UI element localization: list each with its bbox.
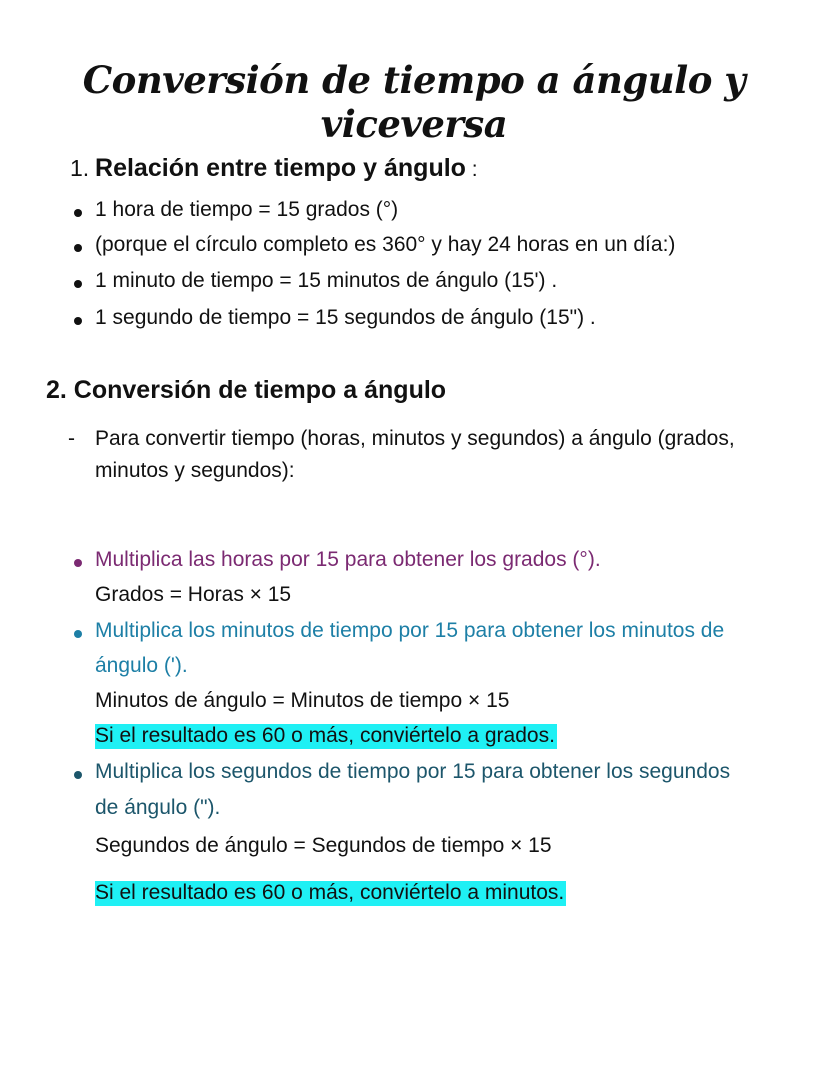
- heading-text: Relación entre tiempo y ángulo: [95, 154, 466, 182]
- intro-text: minutos y segundos):: [95, 459, 295, 482]
- step-seconds-cont: de ángulo (").: [95, 796, 221, 819]
- intro-text: Para convertir tiempo (horas, minutos y segundos) a ángulo (grados,: [95, 427, 735, 450]
- section-number: 1.: [70, 155, 90, 181]
- formula-seconds: Segundos de ángulo = Segundos de tiempo × 15: [95, 834, 552, 857]
- heading-colon: :: [471, 158, 478, 181]
- list-item: 1 hora de tiempo = 15 grados (°): [95, 198, 399, 221]
- step-minutes: Multiplica los minutos de tiempo por 15 para obtener los minutos de: [95, 619, 725, 642]
- section2-heading: 2. Conversión de tiempo a ángulo: [46, 376, 447, 404]
- bullet-icon: [74, 559, 82, 567]
- list-item: 1 minuto de tiempo = 15 minutos de ángulo (15') .: [95, 269, 558, 292]
- formula-hours: Grados = Horas × 15: [95, 583, 292, 606]
- bullet-icon: [74, 317, 82, 325]
- dash-marker: -: [68, 427, 75, 450]
- step-minutes-cont: ángulo (').: [95, 654, 188, 677]
- page-title: Conversión de tiempo a ángulo y viceversa: [82, 58, 746, 146]
- highlight-note: Si el resultado es 60 o más, conviértelo a minutos.: [95, 881, 565, 904]
- bullet-icon: [74, 630, 82, 638]
- bullet-icon: [74, 244, 82, 252]
- step-seconds: Multiplica los segundos de tiempo por 15 para obtener los segundos: [95, 760, 731, 783]
- bullet-icon: [74, 280, 82, 288]
- list-item: 1 segundo de tiempo = 15 segundos de ángulo (15") .: [95, 306, 596, 329]
- bullet-icon: [74, 209, 82, 217]
- formula-minutes: Minutos de ángulo = Minutos de tiempo × 15: [95, 689, 510, 712]
- step-hours: Multiplica las horas por 15 para obtener los grados (°).: [95, 548, 601, 571]
- list-item: (porque el círculo completo es 360° y hay 24 horas en un día:): [95, 233, 676, 256]
- section1-heading: [70, 154, 478, 184]
- bullet-icon: [74, 771, 82, 779]
- highlight-note: Si el resultado es 60 o más, conviértelo a grados.: [95, 724, 555, 747]
